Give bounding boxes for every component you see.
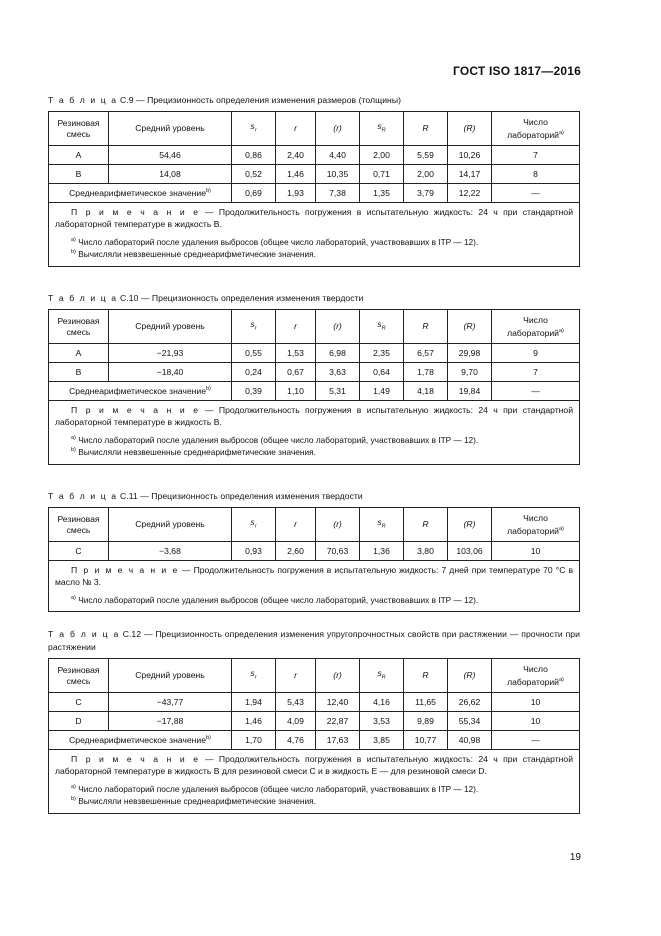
- precision-table: [48, 111, 580, 267]
- col-R-relative: (R): [448, 310, 492, 344]
- col-level: Средний уровень: [109, 112, 232, 146]
- caption-text: С.11 — Прецизионность определения изменения твердости: [120, 491, 363, 501]
- table-block-c11: [48, 490, 580, 612]
- table-note: П р и м е ч а н и е — Продолжительность погружения в испытательную жидкость: 7 дней при температуре 70 °С в масло № 3.: [55, 565, 574, 587]
- mean-row: Среднеарифметическое значение$^{b)}$ 0,69 1,93 7,38 1,35 3,79 12,22 —: [49, 184, 580, 203]
- table-caption: [48, 292, 580, 305]
- col-labs: Число лабораторий$^{a)}$: [492, 659, 580, 693]
- col-r: r: [276, 112, 316, 146]
- header-row: [49, 112, 580, 146]
- precision-table: [48, 507, 580, 612]
- col-R-relative: (R): [448, 659, 492, 693]
- table-row: C −43,77 1,94 5,43 12,40 4,16 11,65 26,62 10: [49, 693, 580, 712]
- col-mix: Резиновая смесь: [49, 112, 109, 146]
- col-sr: $s_r$: [232, 508, 276, 542]
- table-row: C −3,68 0,93 2,60 70,63 1,36 3,80 103,06 10: [49, 542, 580, 561]
- col-labs: Число лабораторий$^{a)}$: [492, 508, 580, 542]
- table-row: B 14,08 0,52 1,46 10,35 0,71 2,00 14,17 8: [49, 165, 580, 184]
- col-R: R: [404, 310, 448, 344]
- col-sr: $s_r$: [232, 659, 276, 693]
- mean-label: Среднеарифметическое значение$^{b)}$: [49, 184, 232, 203]
- col-mix: Резиновая смесь: [49, 508, 109, 542]
- page-number: 19: [569, 852, 581, 863]
- table-note: П р и м е ч а н и е — Продолжительность погружения в испытательную жидкость: 24 ч при стандартной лабораторной температуре в жидкость В.: [55, 405, 573, 427]
- col-R-relative: (R): [448, 112, 492, 146]
- footnote: $^{a)}$ Число лабораторий после удаления выбросов (общее число лабораторий, участвовавших в ITP — 12).: [71, 783, 479, 794]
- caption-text: С.9 — Прецизионность определения изменения размеров (толщины): [120, 95, 401, 105]
- col-level: Средний уровень: [109, 310, 232, 344]
- col-sR: $s_R$: [360, 310, 404, 344]
- header-row: [49, 508, 580, 542]
- table-row: A 54,46 0,86 2,40 4,40 2,00 5,59 10,26 7: [49, 146, 580, 165]
- mean-row: Среднеарифметическое значение$^{b)}$ 1,70 4,76 17,63 3,85 10,77 40,98 —: [49, 731, 580, 750]
- col-r-relative: (r): [316, 508, 360, 542]
- document-code: ГОСТ ISO 1817—2016: [452, 64, 581, 78]
- precision-table: [48, 309, 580, 465]
- table-caption: [48, 490, 580, 503]
- col-level: Средний уровень: [109, 659, 232, 693]
- footnote: $^{b)}$ Вычисляли невзвешенные среднеарифметические значения.: [71, 249, 316, 260]
- col-sR: $s_R$: [360, 659, 404, 693]
- note-row: [49, 401, 580, 465]
- note-row: [49, 203, 580, 267]
- footnote: $^{b)}$ Вычисляли невзвешенные среднеарифметические значения.: [71, 796, 316, 807]
- col-sR: $s_R$: [360, 112, 404, 146]
- caption-text: С.10 — Прецизионность определения изменения твердости: [120, 293, 364, 303]
- table-note: П р и м е ч а н и е — Продолжительность погружения в испытательную жидкость: 24 ч при стандартной лабораторной температуре в жидкость В.: [55, 207, 573, 229]
- table-block-c12: [48, 628, 580, 814]
- col-r: r: [276, 508, 316, 542]
- col-sr: $s_r$: [232, 112, 276, 146]
- caption-prefix: Т а б л и ц а: [48, 491, 118, 501]
- table-row: B −18,40 0,24 0,67 3,63 0,64 1,78 9,70 7: [49, 363, 580, 382]
- col-r-relative: (r): [316, 310, 360, 344]
- table-row: A −21,93 0,55 1,53 6,98 2,35 6,57 29,98 9: [49, 344, 580, 363]
- col-sr: $s_r$: [232, 310, 276, 344]
- col-R-relative: (R): [448, 508, 492, 542]
- caption-prefix: Т а б л и ц а: [48, 629, 120, 639]
- col-level: Средний уровень: [109, 508, 232, 542]
- footnote: $^{b)}$ Вычисляли невзвешенные среднеарифметические значения.: [71, 447, 316, 458]
- col-mix: Резиновая смесь: [49, 659, 109, 693]
- col-r: r: [276, 659, 316, 693]
- mean-label: Среднеарифметическое значение$^{b)}$: [49, 382, 232, 401]
- col-sR: $s_R$: [360, 508, 404, 542]
- caption-prefix: Т а б л и ц а: [48, 95, 118, 105]
- col-r: r: [276, 310, 316, 344]
- footnote: $^{a)}$ Число лабораторий после удаления выбросов (общее число лабораторий, участвовавших в ITP — 12).: [71, 434, 479, 445]
- col-R: R: [404, 659, 448, 693]
- col-r-relative: (r): [316, 659, 360, 693]
- footnote: $^{a)}$ Число лабораторий после удаления выбросов (общее число лабораторий, участвовавших в ITP — 12).: [71, 236, 479, 247]
- footnote: $^{a)}$ Число лабораторий после удаления выбросов (общее число лабораторий, участвовавших в ITP — 12).: [71, 594, 479, 605]
- table-caption: [48, 94, 580, 107]
- col-r-relative: (r): [316, 112, 360, 146]
- col-R: R: [404, 508, 448, 542]
- header-row: [49, 310, 580, 344]
- table-note: П р и м е ч а н и е — Продолжительность погружения в испытательную жидкость: 24 ч при стандартной лабораторной температуре в жидкость В для резиновой смеси С и в жидкость Е — для резиновой смеси D.: [55, 754, 573, 776]
- mean-label: Среднеарифметическое значение$^{b)}$: [49, 731, 232, 750]
- header-row: [49, 659, 580, 693]
- col-labs: Число лабораторий$^{a)}$: [492, 112, 580, 146]
- caption-text: С.12 — Прецизионность определения изменения упругопрочностных свойств при растяжении — прочности при растяжении: [48, 629, 580, 652]
- table-row: D −17,88 1,46 4,09 22,87 3,53 9,89 55,34 10: [49, 712, 580, 731]
- col-mix: Резиновая смесь: [49, 310, 109, 344]
- table-block-c9: [48, 94, 580, 267]
- note-row: [49, 561, 580, 612]
- col-labs: Число лабораторий$^{a)}$: [492, 310, 580, 344]
- mean-row: Среднеарифметическое значение$^{b)}$ 0,39 1,10 5,31 1,49 4,18 19,84 —: [49, 382, 580, 401]
- precision-table: [48, 658, 580, 814]
- col-R: R: [404, 112, 448, 146]
- note-row: [49, 750, 580, 814]
- table-caption: [48, 628, 580, 654]
- table-block-c10: [48, 292, 580, 465]
- caption-prefix: Т а б л и ц а: [48, 293, 118, 303]
